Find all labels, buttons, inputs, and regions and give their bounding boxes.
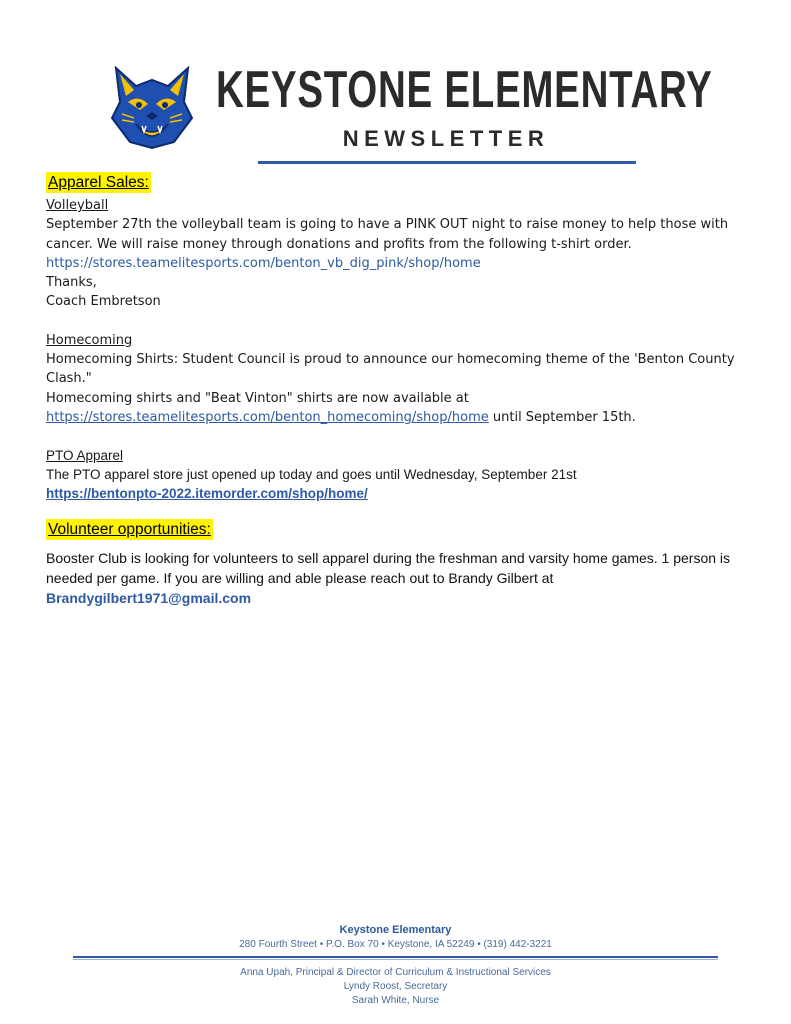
footer-staff-secretary: Lyndy Roost, Secretary (343, 981, 448, 992)
pto-text: The PTO apparel store just opened up today and goes until Wednesday, September 21st (46, 467, 577, 483)
pto-block (46, 446, 751, 503)
footer-divider-thin (73, 959, 718, 960)
footer-divider (73, 956, 718, 958)
footer-staff-nurse: Sarah White, Nurse (351, 995, 440, 1006)
homecoming-shop-link[interactable]: https://stores.teamelitesports.com/benton_homecoming/shop/home (46, 409, 489, 425)
newsletter-content (46, 172, 751, 608)
volunteer-text: Booster Club is looking for volunteers to sell apparel during the freshman and varsity home games. 1 person is needed per game. If you are willing and able please reach out to Brandy Gilbert at (46, 550, 731, 587)
volunteer-email-link[interactable]: Brandygilbert1971@gmail.com (46, 590, 252, 607)
newsletter-subtitle: NEWSLETTER (342, 126, 550, 151)
homecoming-text-2: Homecoming shirts and "Beat Vinton" shirts are now available at (46, 390, 469, 406)
school-name-title: KEYSTONE ELEMENTARY (216, 61, 713, 119)
volunteer-heading: Volunteer opportunities: (48, 521, 211, 539)
pto-shop-link[interactable]: https://bentonpto-2022.itemorder.com/shop/home/ (46, 486, 368, 502)
apparel-section (46, 172, 751, 503)
volleyball-signoff: Coach Embretson (46, 294, 161, 310)
volleyball-block (46, 196, 751, 312)
homecoming-title: Homecoming (46, 332, 133, 348)
volunteer-section (46, 519, 751, 608)
volleyball-text: September 27th the volleyball team is going to have a PINK OUT night to raise money to help those with cancer. We will raise money through donations and profits from the following t-shirt order. (46, 217, 729, 252)
apparel-sales-heading: Apparel Sales: (48, 174, 149, 191)
volunteer-block (46, 548, 751, 608)
volleyball-title: Volleyball (46, 198, 109, 213)
volleyball-thanks: Thanks, (46, 275, 97, 291)
footer-staff-principal: Anna Upah, Principal & Director of Curriculum & Instructional Services (240, 967, 551, 978)
footer-school-name: Keystone Elementary (339, 924, 452, 936)
newsletter-header (0, 0, 791, 170)
newsletter-footer (0, 922, 791, 1008)
footer-address: 280 Fourth Street • P.O. Box 70 • Keystone, IA 52249 • (319) 442-3221 (239, 939, 552, 950)
wildcat-logo-icon (108, 62, 196, 150)
header-divider (258, 161, 636, 164)
homecoming-text-1: Homecoming Shirts: Student Council is proud to announce our homecoming theme of the 'Benton County Clash." (46, 352, 735, 387)
volleyball-shop-link[interactable]: https://stores.teamelitesports.com/benton_vb_dig_pink/shop/home (46, 255, 481, 271)
homecoming-deadline: until September 15th. (492, 409, 636, 425)
homecoming-block (46, 331, 751, 427)
pto-title: PTO Apparel (46, 448, 124, 464)
